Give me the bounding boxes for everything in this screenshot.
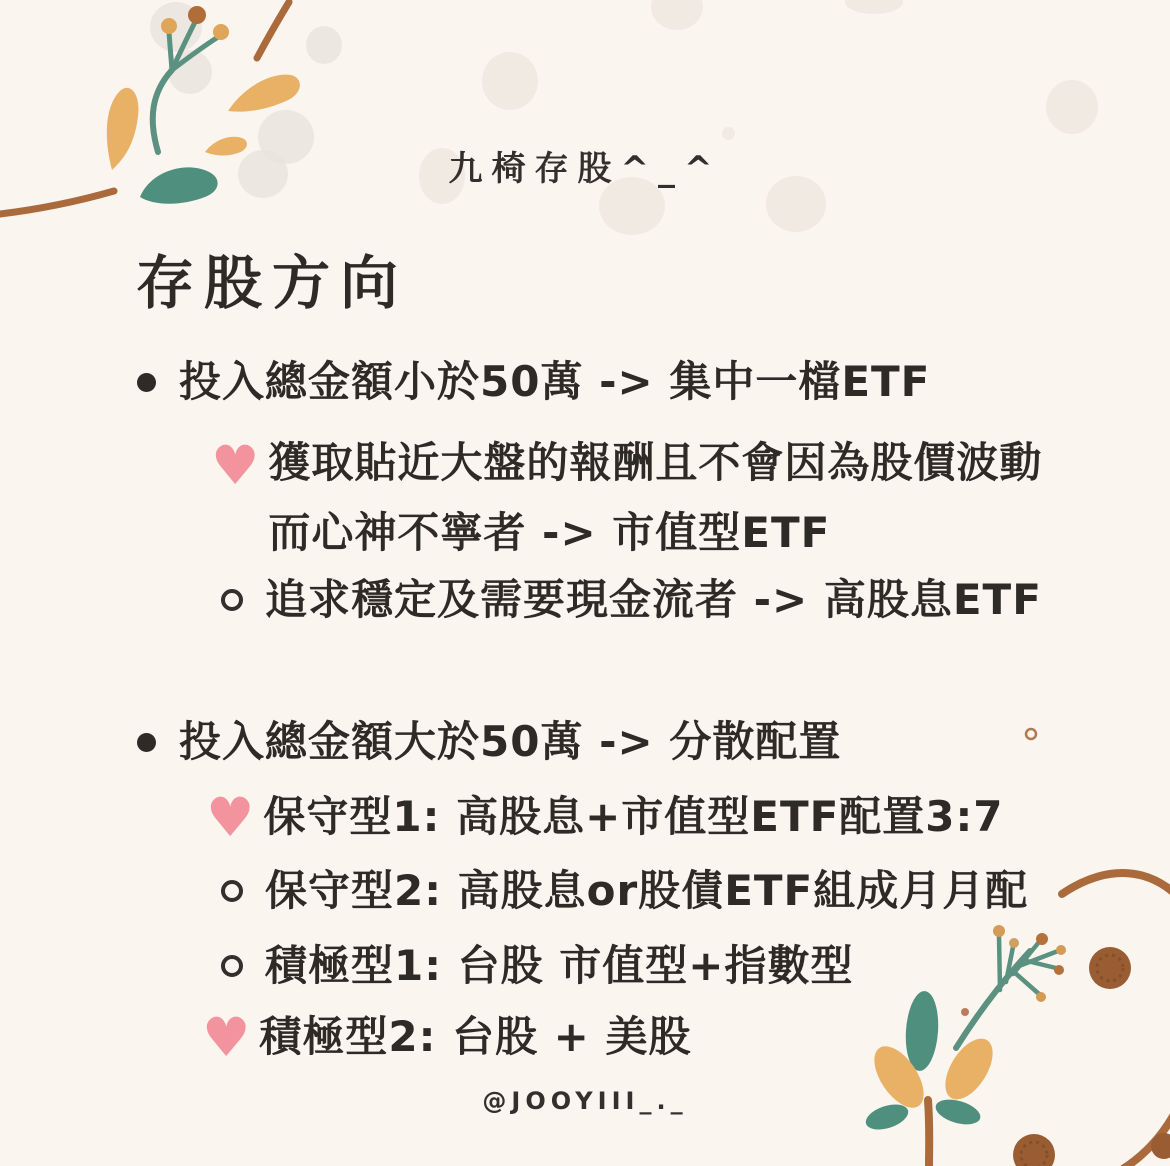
circle-bullet-icon [221, 955, 243, 977]
background-dot [1046, 80, 1098, 134]
background-dot [722, 127, 735, 140]
heart-icon: ♥ [211, 434, 261, 497]
heart-icon: ♥ [202, 1006, 252, 1070]
section-1-heading [137, 352, 930, 413]
item-text: 追求穩定及需要現金流者 -> 高股息ETF [265, 575, 1042, 624]
circle-bullet-icon [221, 589, 243, 611]
background-dot [168, 50, 212, 94]
list-item [202, 1007, 692, 1068]
heading-text: 投入總金額大於50萬 -> 分散配置 [179, 717, 842, 766]
item-text-line-2: 而心神不寧者 -> 市值型ETF [268, 508, 831, 557]
list-item [221, 570, 1042, 631]
dot-bullet-icon [137, 733, 156, 752]
seed-dot-icon [1013, 947, 1170, 1166]
item-text: 積極型2: 台股 + 美股 [259, 1012, 692, 1061]
list-item [221, 861, 1028, 922]
sprig-icon [956, 925, 1066, 1048]
tiny-ring-icon [1026, 729, 1036, 739]
background-dot [845, 0, 903, 14]
background-dot [651, 0, 703, 30]
item-text: 保守型1: 高股息+市值型ETF配置3:7 [263, 792, 1004, 841]
background-dot [306, 26, 342, 64]
page-brand: 九椅存股^_^ [448, 149, 722, 189]
heading-text: 投入總金額小於50萬 -> 集中一檔ETF [179, 357, 931, 406]
heart-icon: ♥ [206, 786, 256, 850]
list-item [211, 428, 1042, 568]
circle-bullet-icon [221, 880, 243, 902]
background-dot [150, 2, 202, 52]
list-item [206, 787, 1004, 848]
section-2-heading [137, 712, 841, 773]
page-title: 存股方向 [136, 249, 409, 317]
arc-branch-icon [1062, 873, 1170, 1166]
item-text [268, 428, 1042, 568]
item-text: 保守型2: 高股息or股債ETF組成月月配 [265, 866, 1029, 915]
list-item [221, 936, 853, 997]
item-text: 積極型1: 台股 市值型+指數型 [265, 941, 854, 990]
author-handle: @JOOYIII_._ [482, 1087, 688, 1115]
background-dot [482, 52, 538, 110]
item-text-line-1: 獲取貼近大盤的報酬且不會因為股價波動 [268, 438, 1043, 487]
dot-bullet-icon [137, 373, 156, 392]
tulip-flower-icon [863, 990, 1003, 1166]
